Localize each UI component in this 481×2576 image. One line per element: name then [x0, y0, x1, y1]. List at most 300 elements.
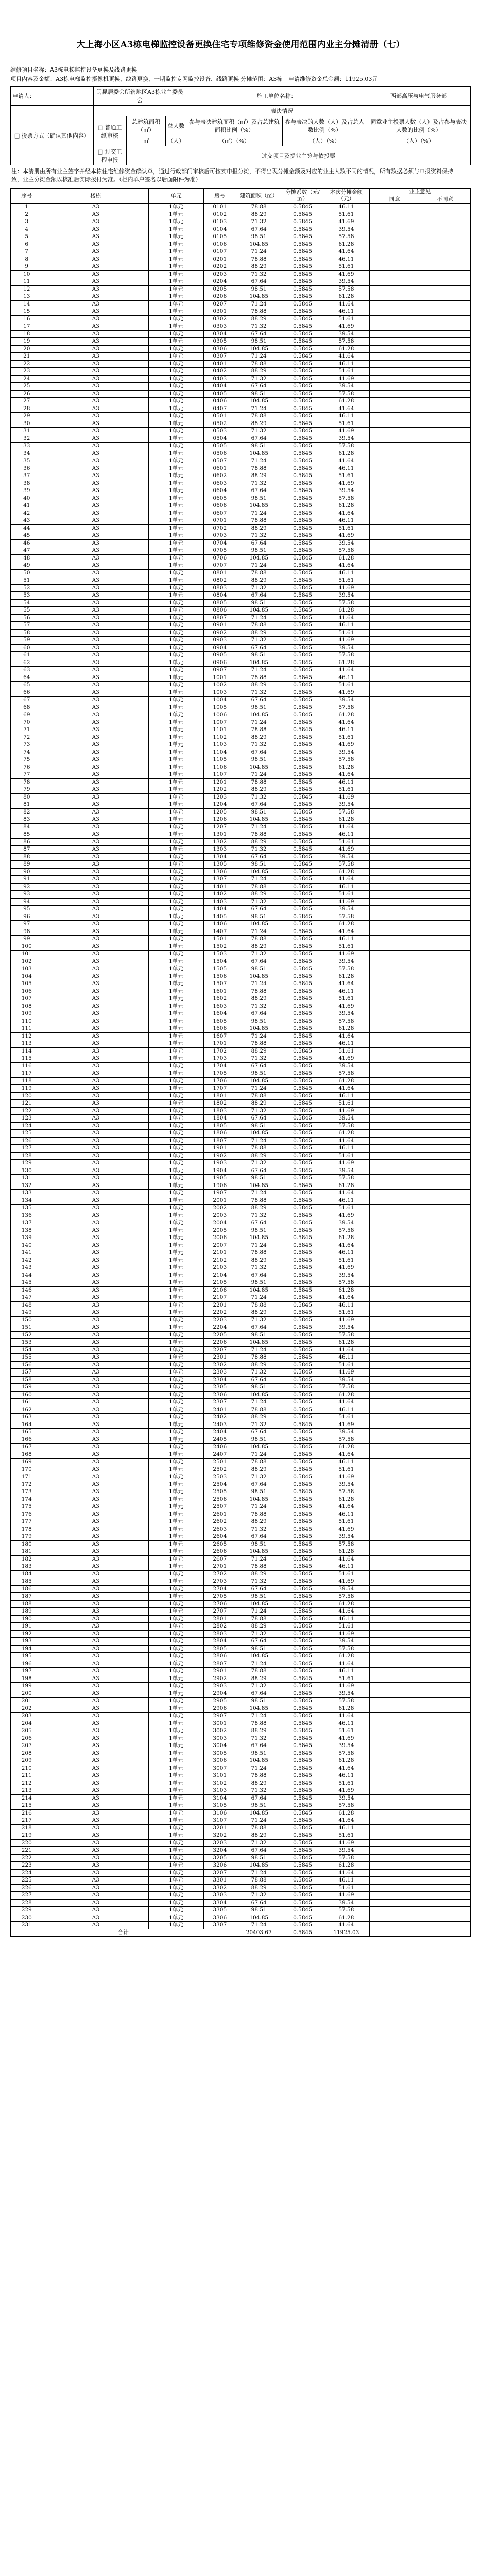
row-disagree [420, 823, 470, 831]
row-building: A3 [43, 420, 148, 428]
row-rate: 0.5845 [282, 547, 323, 555]
row-amount: 51.61 [323, 1152, 369, 1160]
row-seq: 104 [11, 973, 43, 980]
row-unit: 1单元 [148, 450, 203, 457]
row-building: A3 [43, 1032, 148, 1040]
row-agree [369, 1526, 420, 1533]
row-rate: 0.5845 [282, 1242, 323, 1249]
row-room: 1107 [204, 771, 236, 779]
row-building: A3 [43, 801, 148, 809]
row-room: 2005 [204, 1227, 236, 1234]
table-row [11, 1331, 471, 1339]
table-row [11, 547, 471, 555]
row-agree [369, 846, 420, 854]
row-agree [369, 308, 420, 316]
row-rate: 0.5845 [282, 1809, 323, 1817]
row-area: 78.88 [236, 831, 282, 839]
row-area: 88.29 [236, 995, 282, 1003]
row-area: 71.24 [236, 1608, 282, 1616]
row-disagree [420, 405, 470, 413]
row-area: 98.51 [236, 1488, 282, 1496]
row-unit: 1单元 [148, 472, 203, 480]
row-disagree [420, 1698, 470, 1705]
row-unit: 1单元 [148, 1264, 203, 1272]
row-room: 1701 [204, 1040, 236, 1048]
row-room: 0507 [204, 457, 236, 465]
row-unit: 1单元 [148, 1884, 203, 1892]
row-amount: 39.54 [323, 1638, 369, 1646]
row-agree [369, 1540, 420, 1548]
row-amount: 41.64 [323, 1242, 369, 1249]
row-agree [369, 1600, 420, 1608]
row-seq: 182 [11, 1555, 43, 1563]
row-seq: 34 [11, 450, 43, 457]
table-row [11, 1488, 471, 1496]
row-area: 78.88 [236, 1824, 282, 1832]
row-rate: 0.5845 [282, 749, 323, 756]
row-rate: 0.5845 [282, 1899, 323, 1907]
row-agree [369, 1638, 420, 1646]
table-row [11, 1279, 471, 1287]
row-unit: 1单元 [148, 1197, 203, 1205]
row-rate: 0.5845 [282, 1653, 323, 1660]
row-disagree [420, 876, 470, 884]
table-row [11, 1713, 471, 1720]
row-building: A3 [43, 756, 148, 764]
table-row [11, 293, 471, 301]
row-amount: 61.28 [323, 1391, 369, 1399]
row-building: A3 [43, 278, 148, 286]
row-area: 98.51 [236, 1227, 282, 1234]
row-building: A3 [43, 1922, 148, 1929]
row-room: 3002 [204, 1727, 236, 1735]
row-seq: 51 [11, 577, 43, 585]
row-disagree [420, 263, 470, 271]
row-room: 2103 [204, 1264, 236, 1272]
row-building: A3 [43, 1713, 148, 1720]
row-disagree [420, 532, 470, 540]
row-room: 3305 [204, 1907, 236, 1914]
row-disagree [420, 988, 470, 995]
row-unit: 1单元 [148, 1727, 203, 1735]
table-row [11, 674, 471, 682]
row-building: A3 [43, 1488, 148, 1496]
row-rate: 0.5845 [282, 1107, 323, 1115]
row-room: 0302 [204, 315, 236, 323]
row-amount: 41.69 [323, 1421, 369, 1429]
row-room: 2501 [204, 1459, 236, 1466]
row-agree [369, 398, 420, 405]
row-unit: 1单元 [148, 756, 203, 764]
row-room: 1201 [204, 778, 236, 786]
row-amount: 39.54 [323, 1742, 369, 1750]
row-unit: 1单元 [148, 204, 203, 211]
row-seq: 206 [11, 1735, 43, 1742]
row-disagree [420, 413, 470, 420]
row-amount: 41.69 [323, 1683, 369, 1690]
row-amount: 57.58 [323, 1384, 369, 1392]
row-amount: 61.28 [323, 345, 369, 353]
row-room: 0604 [204, 487, 236, 495]
row-seq: 199 [11, 1683, 43, 1690]
row-building: A3 [43, 1055, 148, 1063]
row-building: A3 [43, 1227, 148, 1234]
row-rate: 0.5845 [282, 838, 323, 846]
row-amount: 41.69 [323, 270, 369, 278]
table-row [11, 913, 471, 921]
row-disagree [420, 1570, 470, 1578]
row-amount: 39.54 [323, 853, 369, 861]
row-unit: 1单元 [148, 697, 203, 704]
row-agree [369, 1593, 420, 1601]
row-seq: 77 [11, 771, 43, 779]
row-agree [369, 1892, 420, 1900]
row-disagree [420, 883, 470, 891]
table-row [11, 435, 471, 443]
row-building: A3 [43, 450, 148, 457]
row-room: 1801 [204, 1092, 236, 1100]
row-rate: 0.5845 [282, 1645, 323, 1653]
row-agree [369, 1003, 420, 1010]
row-disagree [420, 1272, 470, 1279]
row-building: A3 [43, 1361, 148, 1369]
row-rate: 0.5845 [282, 233, 323, 241]
row-disagree [420, 1369, 470, 1377]
row-rate: 0.5845 [282, 943, 323, 951]
row-agree [369, 1055, 420, 1063]
row-area: 78.88 [236, 1249, 282, 1257]
row-building: A3 [43, 256, 148, 263]
row-room: 2202 [204, 1309, 236, 1317]
table-row [11, 951, 471, 958]
row-unit: 1单元 [148, 965, 203, 973]
row-room: 0804 [204, 592, 236, 600]
row-disagree [420, 1264, 470, 1272]
row-building: A3 [43, 300, 148, 308]
row-seq: 26 [11, 390, 43, 398]
row-disagree [420, 502, 470, 510]
row-rate: 0.5845 [282, 1630, 323, 1638]
row-unit: 1单元 [148, 1690, 203, 1698]
row-area: 71.32 [236, 1264, 282, 1272]
row-building: A3 [43, 1376, 148, 1384]
row-area: 71.32 [236, 1630, 282, 1638]
row-building: A3 [43, 726, 148, 734]
row-amount: 61.28 [323, 1548, 369, 1556]
row-unit: 1单元 [148, 704, 203, 711]
row-area: 78.88 [236, 622, 282, 630]
row-building: A3 [43, 951, 148, 958]
table-row [11, 659, 471, 667]
row-disagree [420, 943, 470, 951]
row-agree [369, 1264, 420, 1272]
row-seq: 67 [11, 697, 43, 704]
row-building: A3 [43, 816, 148, 824]
row-building: A3 [43, 1391, 148, 1399]
row-agree [369, 360, 420, 368]
row-agree [369, 1787, 420, 1795]
table-row [11, 584, 471, 592]
col-unit: 单元 [148, 189, 203, 204]
row-amount: 41.64 [323, 1608, 369, 1616]
row-agree [369, 226, 420, 233]
row-area: 78.88 [236, 1092, 282, 1100]
table-row [11, 457, 471, 465]
row-rate: 0.5845 [282, 1914, 323, 1922]
table-row [11, 263, 471, 271]
row-room: 0102 [204, 211, 236, 218]
row-disagree [420, 592, 470, 600]
row-building: A3 [43, 1346, 148, 1354]
row-seq: 94 [11, 898, 43, 906]
row-room: 1802 [204, 1100, 236, 1108]
row-amount: 41.69 [323, 1212, 369, 1219]
row-disagree [420, 308, 470, 316]
row-rate: 0.5845 [282, 682, 323, 689]
row-building: A3 [43, 1600, 148, 1608]
row-building: A3 [43, 524, 148, 532]
row-disagree [420, 1062, 470, 1070]
row-rate: 0.5845 [282, 764, 323, 771]
row-agree [369, 1414, 420, 1421]
row-area: 88.29 [236, 1518, 282, 1526]
row-disagree [420, 1459, 470, 1466]
row-agree [369, 1511, 420, 1518]
row-rate: 0.5845 [282, 928, 323, 936]
row-area: 78.88 [236, 569, 282, 577]
row-rate: 0.5845 [282, 1496, 323, 1503]
row-room: 1403 [204, 898, 236, 906]
row-rate: 0.5845 [282, 1346, 323, 1354]
row-seq: 190 [11, 1615, 43, 1623]
row-area: 71.24 [236, 771, 282, 779]
row-amount: 41.69 [323, 1630, 369, 1638]
row-rate: 0.5845 [282, 554, 323, 562]
row-unit: 1单元 [148, 1802, 203, 1810]
row-seq: 117 [11, 1070, 43, 1078]
table-row [11, 1294, 471, 1302]
row-rate: 0.5845 [282, 607, 323, 615]
row-building: A3 [43, 973, 148, 980]
row-room: 2701 [204, 1563, 236, 1571]
row-agree [369, 1272, 420, 1279]
row-rate: 0.5845 [282, 1264, 323, 1272]
total-area-unit: ㎡ [126, 135, 166, 146]
row-rate: 0.5845 [282, 562, 323, 570]
row-building: A3 [43, 1742, 148, 1750]
row-building: A3 [43, 1690, 148, 1698]
row-seq: 178 [11, 1526, 43, 1533]
row-disagree [420, 315, 470, 323]
row-rate: 0.5845 [282, 390, 323, 398]
table-row [11, 1324, 471, 1332]
row-seq: 110 [11, 1018, 43, 1025]
row-building: A3 [43, 1167, 148, 1175]
row-room: 2305 [204, 1384, 236, 1392]
row-agree [369, 1623, 420, 1631]
row-building: A3 [43, 1817, 148, 1825]
row-room: 1907 [204, 1190, 236, 1197]
vote-method-label: □ 投票方式（确认其他内容） [11, 106, 94, 165]
row-amount: 57.58 [323, 1436, 369, 1444]
row-unit: 1单元 [148, 218, 203, 226]
row-agree [369, 569, 420, 577]
row-agree [369, 1742, 420, 1750]
row-area: 88.29 [236, 786, 282, 794]
row-area: 71.32 [236, 428, 282, 435]
row-area: 67.64 [236, 435, 282, 443]
row-seq: 212 [11, 1780, 43, 1787]
row-area: 88.29 [236, 734, 282, 741]
row-agree [369, 682, 420, 689]
row-unit: 1单元 [148, 1817, 203, 1825]
row-unit: 1单元 [148, 958, 203, 965]
row-unit: 1单元 [148, 1772, 203, 1780]
row-building: A3 [43, 1205, 148, 1212]
row-room: 1507 [204, 980, 236, 988]
row-building: A3 [43, 1869, 148, 1877]
row-agree [369, 1824, 420, 1832]
row-building: A3 [43, 921, 148, 928]
table-row [11, 1683, 471, 1690]
col-seq: 序号 [11, 189, 43, 204]
row-amount: 46.11 [323, 1406, 369, 1414]
row-unit: 1单元 [148, 293, 203, 301]
row-agree [369, 256, 420, 263]
row-rate: 0.5845 [282, 644, 323, 652]
row-room: 1001 [204, 674, 236, 682]
row-agree [369, 1249, 420, 1257]
row-disagree [420, 569, 470, 577]
table-row [11, 1309, 471, 1317]
row-amount: 61.28 [323, 1339, 369, 1347]
row-amount: 51.61 [323, 682, 369, 689]
row-unit: 1单元 [148, 1832, 203, 1840]
table-row [11, 1175, 471, 1182]
row-seq: 56 [11, 614, 43, 622]
row-building: A3 [43, 607, 148, 615]
table-row [11, 1219, 471, 1227]
row-agree [369, 1219, 420, 1227]
table-row [11, 599, 471, 607]
row-seq: 102 [11, 958, 43, 965]
row-area: 67.64 [236, 592, 282, 600]
row-disagree [420, 1219, 470, 1227]
row-area: 98.51 [236, 1070, 282, 1078]
table-row [11, 413, 471, 420]
row-area: 71.24 [236, 928, 282, 936]
row-seq: 75 [11, 756, 43, 764]
row-room: 2306 [204, 1391, 236, 1399]
row-agree [369, 1660, 420, 1668]
table-row [11, 502, 471, 510]
row-building: A3 [43, 1182, 148, 1190]
row-agree [369, 1899, 420, 1907]
row-seq: 79 [11, 786, 43, 794]
row-area: 88.29 [236, 263, 282, 271]
row-amount: 39.54 [323, 487, 369, 495]
row-amount: 41.64 [323, 771, 369, 779]
row-disagree [420, 607, 470, 615]
row-area: 67.64 [236, 1742, 282, 1750]
row-room: 1207 [204, 823, 236, 831]
row-rate: 0.5845 [282, 1518, 323, 1526]
row-room: 2902 [204, 1675, 236, 1683]
row-disagree [420, 868, 470, 876]
row-room: 2507 [204, 1503, 236, 1511]
row-seq: 200 [11, 1690, 43, 1698]
table-row [11, 1757, 471, 1765]
row-area: 78.88 [236, 1563, 282, 1571]
row-room: 0406 [204, 398, 236, 405]
row-seq: 215 [11, 1802, 43, 1810]
row-disagree [420, 226, 470, 233]
row-room: 2102 [204, 1257, 236, 1264]
table-row [11, 1384, 471, 1392]
row-room: 2206 [204, 1339, 236, 1347]
row-agree [369, 270, 420, 278]
table-row [11, 1526, 471, 1533]
row-disagree [420, 390, 470, 398]
row-rate: 0.5845 [282, 1234, 323, 1242]
row-seq: 90 [11, 868, 43, 876]
row-disagree [420, 1585, 470, 1593]
row-room: 0403 [204, 375, 236, 383]
row-building: A3 [43, 1436, 148, 1444]
table-row [11, 517, 471, 525]
row-unit: 1单元 [148, 1899, 203, 1907]
row-area: 71.32 [236, 1421, 282, 1429]
row-rate: 0.5845 [282, 771, 323, 779]
row-seq: 219 [11, 1832, 43, 1840]
row-building: A3 [43, 1585, 148, 1593]
row-rate: 0.5845 [282, 1197, 323, 1205]
row-rate: 0.5845 [282, 1727, 323, 1735]
row-unit: 1单元 [148, 1175, 203, 1182]
table-row [11, 1212, 471, 1219]
row-seq: 198 [11, 1675, 43, 1683]
row-unit: 1单元 [148, 682, 203, 689]
row-agree [369, 1279, 420, 1287]
row-area: 104.85 [236, 868, 282, 876]
row-room: 1404 [204, 906, 236, 913]
row-rate: 0.5845 [282, 1010, 323, 1018]
row-room: 0104 [204, 226, 236, 233]
row-unit: 1单元 [148, 921, 203, 928]
row-area: 98.51 [236, 1750, 282, 1757]
row-area: 104.85 [236, 1653, 282, 1660]
row-rate: 0.5845 [282, 1406, 323, 1414]
row-seq: 24 [11, 375, 43, 383]
table-row [11, 1742, 471, 1750]
row-area: 78.88 [236, 256, 282, 263]
row-building: A3 [43, 1496, 148, 1503]
table-row [11, 1264, 471, 1272]
row-amount: 61.28 [323, 659, 369, 667]
row-building: A3 [43, 1137, 148, 1145]
table-row [11, 1339, 471, 1347]
row-room: 2903 [204, 1683, 236, 1690]
row-unit: 1单元 [148, 1010, 203, 1018]
row-room: 0902 [204, 629, 236, 637]
row-seq: 103 [11, 965, 43, 973]
row-area: 71.24 [236, 1294, 282, 1302]
row-seq: 43 [11, 517, 43, 525]
row-disagree [420, 1540, 470, 1548]
row-room: 1002 [204, 682, 236, 689]
row-disagree [420, 1429, 470, 1436]
row-area: 88.29 [236, 1832, 282, 1840]
